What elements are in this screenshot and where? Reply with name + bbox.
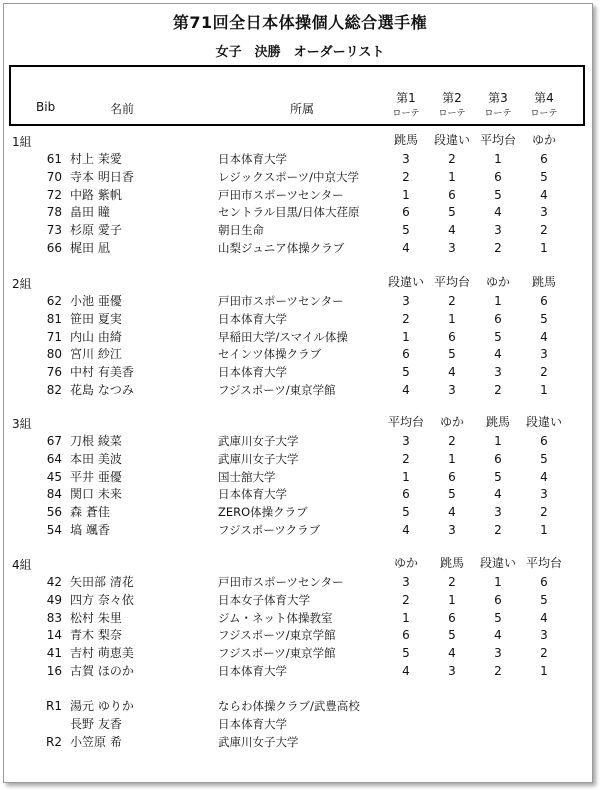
athlete-affiliation: 早稲田大学/スマイル体操: [218, 329, 348, 344]
athlete-order: 3: [494, 223, 502, 238]
header-name: 名前: [110, 102, 135, 116]
athlete-affiliation: 武庫川女子大学: [218, 434, 299, 448]
athlete-order: 5: [402, 505, 410, 520]
athlete-order: 5: [448, 347, 456, 362]
athlete-bib: 62: [46, 294, 62, 308]
athlete-order: 1: [448, 311, 456, 326]
athlete-name: 花島 なつみ: [70, 383, 134, 397]
athlete-name: 本田 美波: [70, 451, 122, 466]
reserve-affiliation: 日本体育大学: [218, 717, 287, 731]
athlete-order: 2: [448, 434, 456, 448]
athlete-order: 5: [402, 646, 410, 661]
athlete-name: 松村 朱里: [70, 610, 122, 625]
athlete-bib: 82: [46, 383, 62, 397]
athlete-affiliation: 国士舘大学: [218, 469, 276, 484]
athlete-affiliation: 日本体育大学: [218, 152, 287, 166]
athlete-name: 四方 奈々依: [70, 592, 134, 607]
athlete-order: 4: [494, 628, 502, 643]
athlete-order: 2: [402, 311, 410, 326]
athlete-order: 4: [494, 347, 502, 362]
athlete-order: 2: [494, 523, 502, 537]
athlete-affiliation: レジックスポーツ/中京大学: [218, 169, 360, 184]
athlete-order: 1: [402, 469, 410, 484]
athlete-order: 6: [540, 152, 548, 166]
rotation-label: 第3: [488, 91, 508, 105]
athlete-order: 2: [494, 383, 502, 397]
page-subtitle: 女子 決勝 オーダーリスト: [215, 45, 385, 60]
group-label: 4組: [12, 558, 32, 572]
athlete-row: [0, 626, 600, 644]
athlete-order: 3: [448, 664, 456, 678]
athlete-row: [0, 503, 600, 521]
athlete-order: 5: [540, 451, 548, 466]
athlete-name: 青木 梨奈: [70, 628, 122, 643]
rotation-sub-label: ローテ: [392, 109, 420, 119]
athlete-affiliation: 日本体育大学: [218, 487, 287, 502]
athlete-order: 5: [540, 169, 548, 184]
athlete-order: 1: [494, 294, 502, 308]
athlete-order: 2: [448, 152, 456, 166]
athlete-affiliation: フジスポーツ/東京学館: [218, 628, 336, 643]
athlete-order: 3: [402, 294, 410, 308]
athlete-order: 3: [494, 505, 502, 520]
athlete-order: 6: [540, 294, 548, 308]
athlete-name: 中村 有美香: [70, 365, 134, 380]
reserve-row: [0, 733, 600, 751]
athlete-bib: 66: [46, 241, 62, 255]
athlete-order: 1: [448, 592, 456, 607]
athlete-bib: 14: [46, 628, 62, 643]
reserve-name: 湯元 ゆりか: [70, 699, 134, 713]
athlete-bib: 61: [46, 152, 62, 166]
athlete-affiliation: 武庫川女子大学: [218, 451, 299, 466]
athlete-order: 6: [494, 169, 502, 184]
athlete-row: [0, 573, 600, 591]
athlete-order: 4: [494, 487, 502, 502]
apparatus-label: 段違い: [525, 415, 562, 429]
athlete-affiliation: ジム・ネット体操教室: [218, 610, 333, 625]
athlete-order: 2: [540, 505, 548, 520]
reserve-bib: R1: [46, 699, 62, 713]
athlete-order: 4: [540, 610, 548, 625]
rotation-sub-label: ローテ: [530, 109, 558, 119]
reserve-bib: R2: [46, 735, 62, 749]
athlete-order: 3: [540, 487, 548, 502]
athlete-row: [0, 591, 600, 609]
athlete-order: 1: [540, 523, 548, 537]
athlete-affiliation: フジスポーツ/東京学館: [218, 646, 336, 661]
athlete-order: 1: [448, 169, 456, 184]
reserve-row: [0, 697, 600, 715]
reserve-name: 長野 友香: [70, 717, 122, 731]
athlete-bib: 78: [46, 205, 62, 220]
athlete-row: [0, 363, 600, 381]
athlete-row: [0, 328, 600, 346]
athlete-order: 3: [448, 523, 456, 537]
page-title: 第71回全日本体操個人総合選手権: [172, 13, 428, 32]
athlete-order: 5: [402, 365, 410, 380]
athlete-order: 3: [494, 365, 502, 380]
athlete-order: 1: [540, 664, 548, 678]
athlete-order: 4: [448, 223, 456, 238]
apparatus-label: 跳馬: [439, 556, 464, 570]
athlete-order: 1: [448, 451, 456, 466]
athlete-bib: 73: [46, 223, 62, 238]
athlete-row: [0, 221, 600, 239]
apparatus-label: ゆか: [393, 556, 418, 570]
athlete-row: [0, 292, 600, 310]
athlete-bib: 81: [46, 311, 62, 326]
athlete-affiliation: 日本体育大学: [218, 311, 287, 326]
athlete-bib: 41: [46, 646, 62, 661]
athlete-row: [0, 186, 600, 204]
athlete-order: 2: [540, 646, 548, 661]
athlete-row: [0, 450, 600, 468]
athlete-order: 4: [402, 664, 410, 678]
athlete-row: [0, 150, 600, 168]
header-rotation-1: [383, 90, 429, 122]
athlete-order: 6: [448, 610, 456, 625]
athlete-bib: 70: [46, 169, 62, 184]
athlete-order: 5: [448, 628, 456, 643]
athlete-order: 6: [402, 628, 410, 643]
athlete-affiliation: 日本体育大学: [218, 664, 287, 678]
athlete-row: [0, 239, 600, 257]
athlete-affiliation: 戸田市スポーツセンター: [218, 187, 344, 202]
athlete-order: 4: [540, 187, 548, 202]
athlete-name: 古賀 ほのか: [70, 664, 134, 678]
athlete-row: [0, 662, 600, 680]
apparatus-label: 平均台: [525, 556, 562, 570]
athlete-row: [0, 381, 600, 399]
athlete-row: [0, 168, 600, 186]
athlete-name: 寺本 明日香: [70, 169, 134, 184]
group-apparatus-row: [0, 413, 600, 431]
athlete-row: [0, 345, 600, 363]
rotation-label: 第1: [396, 91, 416, 105]
athlete-order: 6: [402, 347, 410, 362]
athlete-affiliation: 日本女子体育大学: [218, 592, 310, 607]
athlete-name: 笹田 夏実: [70, 311, 122, 326]
athlete-row: [0, 203, 600, 221]
athlete-order: 1: [494, 152, 502, 166]
apparatus-label: ゆか: [439, 415, 464, 429]
athlete-affiliation: セントラル目黒/日体大荏原: [218, 205, 360, 220]
athlete-order: 5: [402, 223, 410, 238]
athlete-order: 2: [402, 169, 410, 184]
athlete-order: 5: [448, 205, 456, 220]
header-affiliation: 所属: [290, 102, 315, 116]
athlete-bib: 83: [46, 610, 62, 625]
athlete-order: 6: [494, 311, 502, 326]
athlete-name: 宮川 紗江: [70, 347, 122, 362]
athlete-bib: 16: [46, 664, 62, 678]
apparatus-label: 段違い: [387, 275, 424, 289]
athlete-row: [0, 468, 600, 486]
header-rotation-4: [521, 90, 567, 122]
athlete-bib: 76: [46, 365, 62, 380]
athlete-order: 3: [540, 205, 548, 220]
athlete-bib: 64: [46, 451, 62, 466]
athlete-order: 3: [448, 383, 456, 397]
athlete-bib: 67: [46, 434, 62, 448]
athlete-name: 塙 颯香: [70, 523, 110, 537]
athlete-order: 4: [540, 469, 548, 484]
athlete-order: 4: [540, 329, 548, 344]
athlete-order: 3: [448, 241, 456, 255]
apparatus-label: ゆか: [531, 133, 556, 147]
athlete-name: 小池 亜優: [70, 294, 122, 308]
athlete-row: [0, 310, 600, 328]
athlete-order: 6: [494, 451, 502, 466]
athlete-order: 4: [448, 365, 456, 380]
athlete-order: 6: [448, 469, 456, 484]
athlete-order: 3: [402, 575, 410, 589]
athlete-order: 1: [402, 610, 410, 625]
athlete-order: 1: [402, 187, 410, 202]
athlete-order: 4: [494, 205, 502, 220]
group-apparatus-row: [0, 554, 600, 572]
athlete-bib: 54: [46, 523, 62, 537]
athlete-order: 1: [402, 329, 410, 344]
group-label: 3組: [12, 417, 32, 431]
apparatus-label: 平均台: [433, 275, 470, 289]
athlete-row: [0, 485, 600, 503]
rotation-sub-label: ローテ: [438, 109, 466, 119]
rotation-label: 第4: [534, 91, 554, 105]
athlete-order: 6: [448, 187, 456, 202]
group-apparatus-row: [0, 131, 600, 149]
apparatus-label: 平均台: [387, 415, 424, 429]
apparatus-label: 跳馬: [485, 415, 510, 429]
athlete-order: 2: [540, 365, 548, 380]
athlete-affiliation: ZERO体操クラブ: [218, 505, 308, 520]
athlete-bib: 49: [46, 592, 62, 607]
apparatus-label: 段違い: [479, 556, 516, 570]
athlete-order: 6: [448, 329, 456, 344]
athlete-order: 5: [494, 610, 502, 625]
athlete-order: 2: [540, 223, 548, 238]
athlete-order: 5: [540, 592, 548, 607]
group-label: 1組: [12, 135, 32, 149]
athlete-bib: 72: [46, 187, 62, 202]
athlete-order: 3: [402, 434, 410, 448]
athlete-bib: 45: [46, 469, 62, 484]
athlete-order: 2: [494, 241, 502, 255]
athlete-order: 3: [494, 646, 502, 661]
reserve-affiliation: 武庫川女子大学: [218, 735, 299, 749]
athlete-order: 6: [402, 205, 410, 220]
athlete-name: 中路 紫帆: [70, 187, 122, 202]
athlete-order: 3: [402, 152, 410, 166]
apparatus-label: 跳馬: [531, 275, 556, 289]
reserve-affiliation: ならわ体操クラブ/武豊高校: [218, 699, 360, 713]
athlete-name: 杉原 愛子: [70, 223, 122, 238]
athlete-order: 4: [448, 646, 456, 661]
group-label: 2組: [12, 277, 32, 291]
rotation-sub-label: ローテ: [484, 109, 512, 119]
athlete-order: 4: [402, 523, 410, 537]
athlete-name: 畠田 瞳: [70, 205, 110, 220]
athlete-order: 6: [402, 487, 410, 502]
athlete-bib: 42: [46, 575, 62, 589]
athlete-bib: 84: [46, 487, 62, 502]
athlete-order: 5: [448, 487, 456, 502]
athlete-order: 2: [402, 592, 410, 607]
athlete-order: 4: [402, 241, 410, 255]
rotation-label: 第2: [442, 91, 462, 105]
athlete-order: 6: [494, 592, 502, 607]
athlete-name: 平井 亜優: [70, 469, 122, 484]
athlete-affiliation: 戸田市スポーツセンター: [218, 294, 344, 308]
apparatus-label: 平均台: [479, 133, 516, 147]
apparatus-label: ゆか: [485, 275, 510, 289]
athlete-order: 3: [540, 628, 548, 643]
athlete-affiliation: 朝日生命: [218, 223, 264, 238]
header-rotation-3: [475, 90, 521, 122]
athlete-order: 4: [402, 383, 410, 397]
athlete-name: 矢田部 清花: [70, 575, 134, 589]
athlete-order: 1: [494, 434, 502, 448]
athlete-row: [0, 609, 600, 627]
athlete-bib: 80: [46, 347, 62, 362]
athlete-bib: 56: [46, 505, 62, 520]
athlete-row: [0, 432, 600, 450]
athlete-name: 梶田 凪: [70, 241, 110, 255]
apparatus-label: 跳馬: [393, 133, 418, 147]
athlete-affiliation: 日本体育大学: [218, 365, 287, 380]
athlete-name: 関口 未来: [70, 487, 122, 502]
athlete-order: 2: [448, 294, 456, 308]
athlete-row: [0, 644, 600, 662]
athlete-affiliation: セインツ体操クラブ: [218, 347, 322, 362]
athlete-order: 4: [448, 505, 456, 520]
athlete-order: 1: [540, 383, 548, 397]
reserve-name: 小笠原 希: [70, 735, 122, 749]
athlete-name: 森 蒼佳: [70, 505, 110, 520]
athlete-order: 1: [540, 241, 548, 255]
athlete-affiliation: フジスポーツ/東京学館: [218, 383, 336, 397]
athlete-order: 2: [494, 664, 502, 678]
athlete-affiliation: フジスポーツクラブ: [218, 523, 321, 537]
athlete-name: 吉村 萌恵美: [70, 646, 134, 661]
athlete-order: 5: [494, 469, 502, 484]
athlete-name: 内山 由綺: [70, 329, 122, 344]
athlete-row: [0, 521, 600, 539]
reserve-row: [0, 715, 600, 733]
athlete-order: 2: [448, 575, 456, 589]
athlete-name: 村上 茉愛: [70, 152, 122, 166]
athlete-name: 刀根 綾菜: [70, 434, 122, 448]
athlete-order: 6: [540, 434, 548, 448]
header-rotation-2: [429, 90, 475, 122]
group-apparatus-row: [0, 273, 600, 291]
athlete-order: 5: [494, 187, 502, 202]
athlete-affiliation: 戸田市スポーツセンター: [218, 575, 344, 589]
athlete-bib: 71: [46, 329, 62, 344]
athlete-order: 5: [494, 329, 502, 344]
apparatus-label: 段違い: [433, 133, 470, 147]
athlete-order: 3: [540, 347, 548, 362]
athlete-affiliation: 山梨ジュニア体操クラブ: [218, 241, 345, 255]
athlete-order: 1: [494, 575, 502, 589]
athlete-order: 5: [540, 311, 548, 326]
athlete-order: 2: [402, 451, 410, 466]
athlete-order: 6: [540, 575, 548, 589]
header-bib: Bib: [36, 100, 56, 114]
